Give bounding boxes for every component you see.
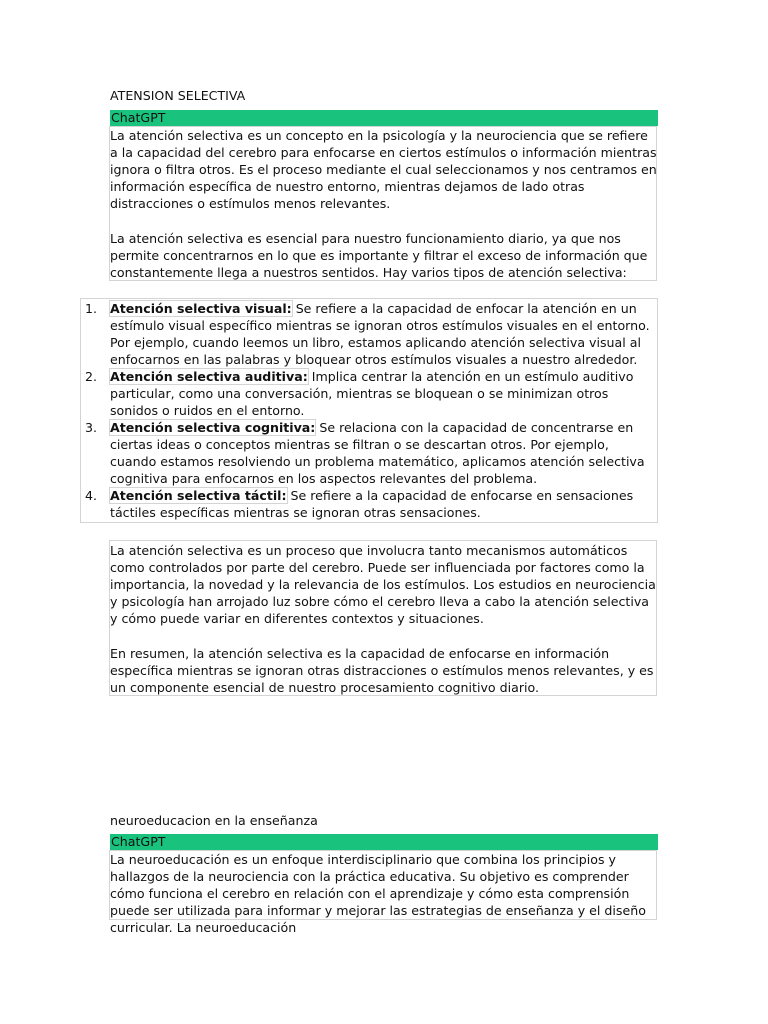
- list-item: [85, 487, 658, 521]
- section-heading-neuroeducacion: neuroeducacion en la enseñanza: [110, 813, 318, 828]
- list-text: Se refiere a la capacidad de enfocarse en sensaciones táctiles específicas mientras se ignoran otras sensaciones.: [110, 488, 634, 520]
- list-number: 2.: [85, 369, 98, 384]
- chatgpt-label-bar: ChatGPT: [110, 834, 658, 850]
- list-text: Se relaciona con la capacidad de concentrarse en ciertas ideas o conceptos mientras se filtran o se descartan otros. Por ejemplo, cuando estamos resolviendo un problema matemático, aplicamos atención selectiva cognitiva para enfocarnos en los aspectos relevantes del problema.: [110, 420, 645, 486]
- intro-paragraph-2: La atención selectiva es esencial para nuestro funcionamiento diario, ya que nos permite concentrarnos en lo que es importante y filtrar el exceso de información que constantemente llega a nuestros sentidos. Hay varios tipos de atención selectiva:: [110, 231, 648, 280]
- list-item: [85, 419, 658, 487]
- neuroeducacion-paragraph: La neuroeducación es un enfoque interdisciplinario que combina los principios y hallazgos de la neurociencia con la práctica educativa. Su objetivo es comprender cómo funciona el cerebro en relación con el aprendizaje y cómo esta comprensión puede ser utilizada para informar y mejorar las estrategias de enseñanza y el diseño curricular. La neuroeducación: [110, 852, 646, 935]
- summary-paragraph-2: En resumen, la atención selectiva es la capacidad de enfocarse en información específica mientras se ignoran otras distracciones o estímulos menos relevantes, y es un componente esencial de nuestro procesamiento cognitivo diario.: [110, 646, 654, 695]
- intro-paragraph-1: La atención selectiva es un concepto en la psicología y la neurociencia que se refiere a la capacidad del cerebro para enfocarse en ciertos estímulos o información mientras ignora o filtra otros. Es el proceso mediante el cual seleccionamos y nos centramos en información específica de nuestro entorno, mientras dejamos de lado otras distracciones o estímulos menos relevantes.: [110, 128, 657, 211]
- list-term: Atención selectiva visual:: [110, 301, 292, 316]
- section-heading-atension: ATENSION SELECTIVA: [110, 88, 246, 103]
- chatgpt-label-bar: ChatGPT: [110, 110, 658, 126]
- list-text: Implica centrar la atención en un estímulo auditivo particular, como una conversación, mientras se bloquean o se minimizan otros sonidos o ruidos en el entorno.: [110, 369, 634, 418]
- list-number: 3.: [85, 420, 98, 435]
- list-number: 4.: [85, 488, 98, 503]
- list-number: 1.: [85, 301, 98, 316]
- attention-types-list: [85, 300, 658, 521]
- list-item: [85, 300, 658, 368]
- list-term: Atención selectiva cognitiva:: [110, 420, 316, 435]
- list-term: Atención selectiva auditiva:: [110, 369, 308, 384]
- list-item: [85, 368, 658, 419]
- summary-paragraph-1: La atención selectiva es un proceso que involucra tanto mecanismos automáticos como controlados por parte del cerebro. Puede ser influenciada por factores como la importancia, la novedad y la relevancia de los estímulos. Los estudios en neurociencia y psicología han arrojado luz sobre cómo el cerebro lleva a cabo la atención selectiva y cómo puede variar en diferentes contextos y situaciones.: [110, 543, 656, 626]
- list-term: Atención selectiva táctil:: [110, 488, 287, 503]
- list-text: Se refiere a la capacidad de enfocar la atención en un estímulo visual específico mientras se ignoran otros estímulos visuales en el entorno. Por ejemplo, cuando leemos un libro, estamos aplicando atención selectiva visual al enfocarnos en las palabras y bloquear otros estímulos visuales a nuestro alrededor.: [110, 301, 650, 367]
